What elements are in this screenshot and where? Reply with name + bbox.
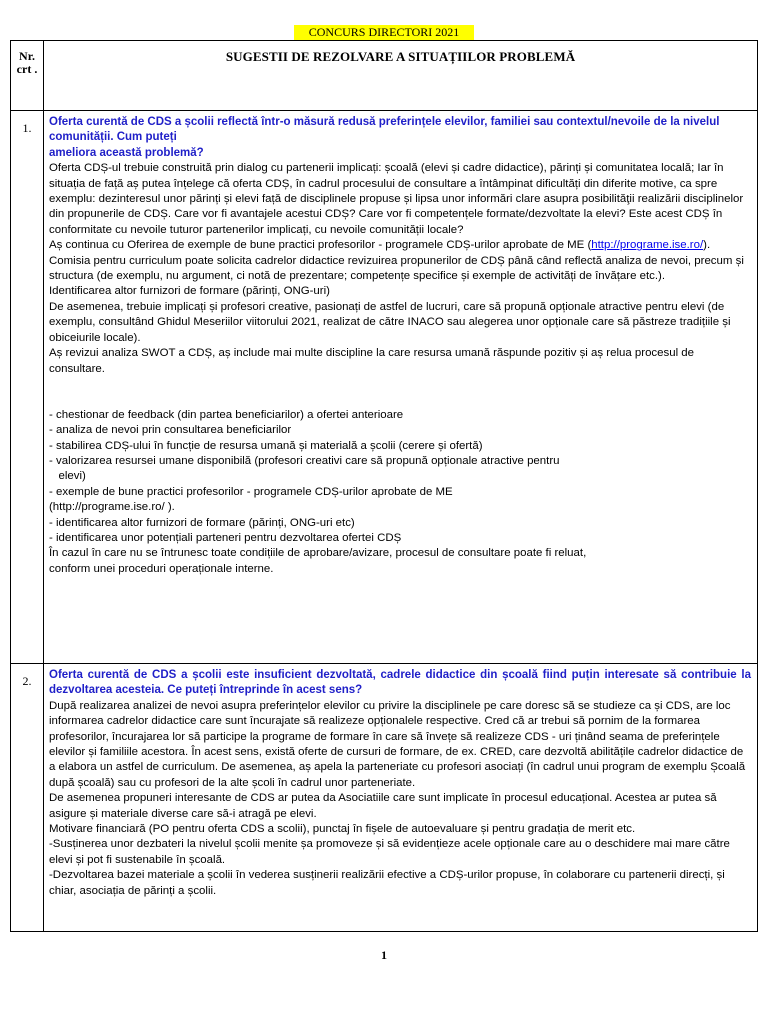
list-item: - identificarea unor potențiali parteneri pentru dezvoltarea ofertei CDȘ [49, 531, 402, 544]
row-number: 1. [11, 111, 44, 664]
paragraph: De asemenea propuneri interesante de CDS ar putea da Asociatiile care sunt implicate în procesul educațional. Acestea ar putea să asigure și materiale diverse care să-i atragă pe elevi. [49, 792, 717, 820]
table-row [11, 664, 758, 932]
list-item: - identificarea altor furnizori de formare (părinți, ONG-uri etc) [49, 516, 355, 529]
paragraph-text: ). Comisia pentru curriculum poate solicita cadrelor didactice revizuirea propunerilor de CDȘ până când reflectă analiza de nevoi, precum și structura (de exemplu, nu argument, ci notă de prezentare; competențe specifice și exemple de activități de învățare etc.). [49, 239, 744, 283]
question-heading [49, 115, 751, 161]
row-content [44, 664, 758, 932]
paragraph: -Susținerea unor dezbateri la nivelul școlii menite șa promoveze și să evidențieze acele opționale care au o deschidere mai mare către elevi și pot fi sustenabile în școală. [49, 838, 730, 866]
page-number: 1 [381, 948, 387, 962]
paragraph: De asemenea, trebuie implicați și profesori creative, pasionați de astfel de lucruri, care să propună opționale atractive pentru elevi (de exemplu, consultând Ghidul Meseriilor viitorului 2021, realizat de către INACO sau alegerea unor opționale care să păstreze tradițiile și obiceiurile locale). [49, 300, 731, 344]
question-line: Oferta curentă de CDS a școlii reflectă într-o măsură redusă preferințele elevilor, familiei sau contextul/nevoile de la nivelul comunității. Cum puteți [49, 116, 720, 144]
paragraph: Motivare financiară (PO pentru oferta CDS a scolii), punctaj în fișele de autoevaluare și pentru gradația de merit etc. [49, 823, 636, 836]
list-item: - stabilirea CDȘ-ului în funcție de resursa umană și materială a școlii (cerere și ofertă) [49, 439, 483, 452]
row-number: 2. [11, 664, 44, 932]
programe-link[interactable]: http://programe.ise.ro/ [591, 239, 704, 252]
list-item: conform unei proceduri operaționale interne. [49, 562, 274, 575]
problems-table [10, 40, 758, 932]
table-header-row [11, 41, 758, 111]
paragraph: Oferta CDȘ-ul trebuie construită prin dialog cu partenerii implicați: școală (elevi și cadre didactice), părinți și comunitatea locală; Iar în situația de față aș putea înțelege că oferta CDȘ, în cadrul procesului de consultare a întâmpinat dificultăți din diferite motive, ca spre exemplu: dezinteresul unor părinți și elevi față de disciplinele propuse și lipsa unor informări clare asupra posibilităţii realizării disciplinelor din propunerile de CDȘ. Care vor fi avantajele acestui CDȘ? Care vor fi competențele formate/dezvoltate la elevi? Este acest CDȘ în conformitate cu nevoile tuturor partenerilor implicați, cu nevoile comunității locale? [49, 162, 744, 236]
paragraph: Identificarea altor furnizori de formare (părinți, ONG-uri) [49, 285, 330, 298]
list-item: - exemple de bune practici profesorilor - programele CDȘ-urilor aprobate de ME [49, 485, 453, 498]
paragraph-text: Aș continua cu Oferirea de exemple de bune practici profesorilor - programele CDȘ-urilor aprobate de ME ( [49, 239, 592, 252]
measures-list [49, 408, 751, 577]
list-item: - analiza de nevoi prin consultarea beneficiarilor [49, 424, 292, 437]
document-title: CONCURS DIRECTORI 2021 [294, 25, 474, 40]
list-item: elevi) [49, 470, 86, 483]
question-line: ameliora această problemă? [49, 146, 204, 159]
list-item: (http://programe.ise.ro/ ). [49, 501, 175, 514]
list-item: - chestionar de feedback (din partea beneficiarilor) a ofertei anterioare [49, 408, 404, 421]
column-header-nr: Nr. crt . [11, 41, 44, 111]
question-heading: Oferta curentă de CDS a școlii este insuficient dezvoltată, cadrele didactice din școală fiind puțin interesate să contribuie la dezvoltarea acesteia. Ce puteți întreprinde în acest sens? [49, 669, 751, 697]
paragraph: După realizarea analizei de nevoi asupra preferințelor elevilor cu privire la disciplinele pe care doresc să se studieze ca și CDS, are loc informarea cadrelor didactice care sunt încurajate să realizeze opționalele respective. Cred că ar trebui să pornim de la formarea profesorilor, încurajarea lor să participe la programe de formare în care să învețe să realizeze CDS - uri ținând seama de preferințele elevilor și familiile acestora. În acest sens, există oferte de cursuri de formare, de ex. CRED, care dezvoltă abilitățile cadrelor didactice de a elabora un astfel de curriculum. De asemenea, aș apela la parteneriate cu profesori asociați (în cadrul unui program de exemplu Școală după școală) sau cu profesori de la alte școli în cadrul unor parteneriate. [49, 699, 746, 789]
list-item: În cazul în care nu se întrunesc toate condițiile de aprobare/avizare, procesul de consultare poate fi reluat, [49, 547, 587, 560]
list-item: - valorizarea resursei umane disponibilă (profesori creativi care să propună opționale atractive pentru [49, 454, 560, 467]
column-header-title: SUGESTII DE REZOLVARE A SITUAȚIILOR PROBLEMĂ [44, 41, 758, 111]
paragraph [49, 238, 751, 284]
paragraph: -Dezvoltarea bazei materiale a școlii în vederea susținerii realizării efective a CDȘ-urilor propuse, în colaborare cu partenerii direcți, și chiar, asociația de părinți a școlii. [49, 869, 725, 897]
table-row [11, 111, 758, 664]
paragraph: Aș revizui analiza SWOT a CDȘ, aș include mai multe discipline la care resursa umană răspunde pozitiv și aș relua procesul de consultare. [49, 347, 695, 375]
row-content [44, 111, 758, 664]
